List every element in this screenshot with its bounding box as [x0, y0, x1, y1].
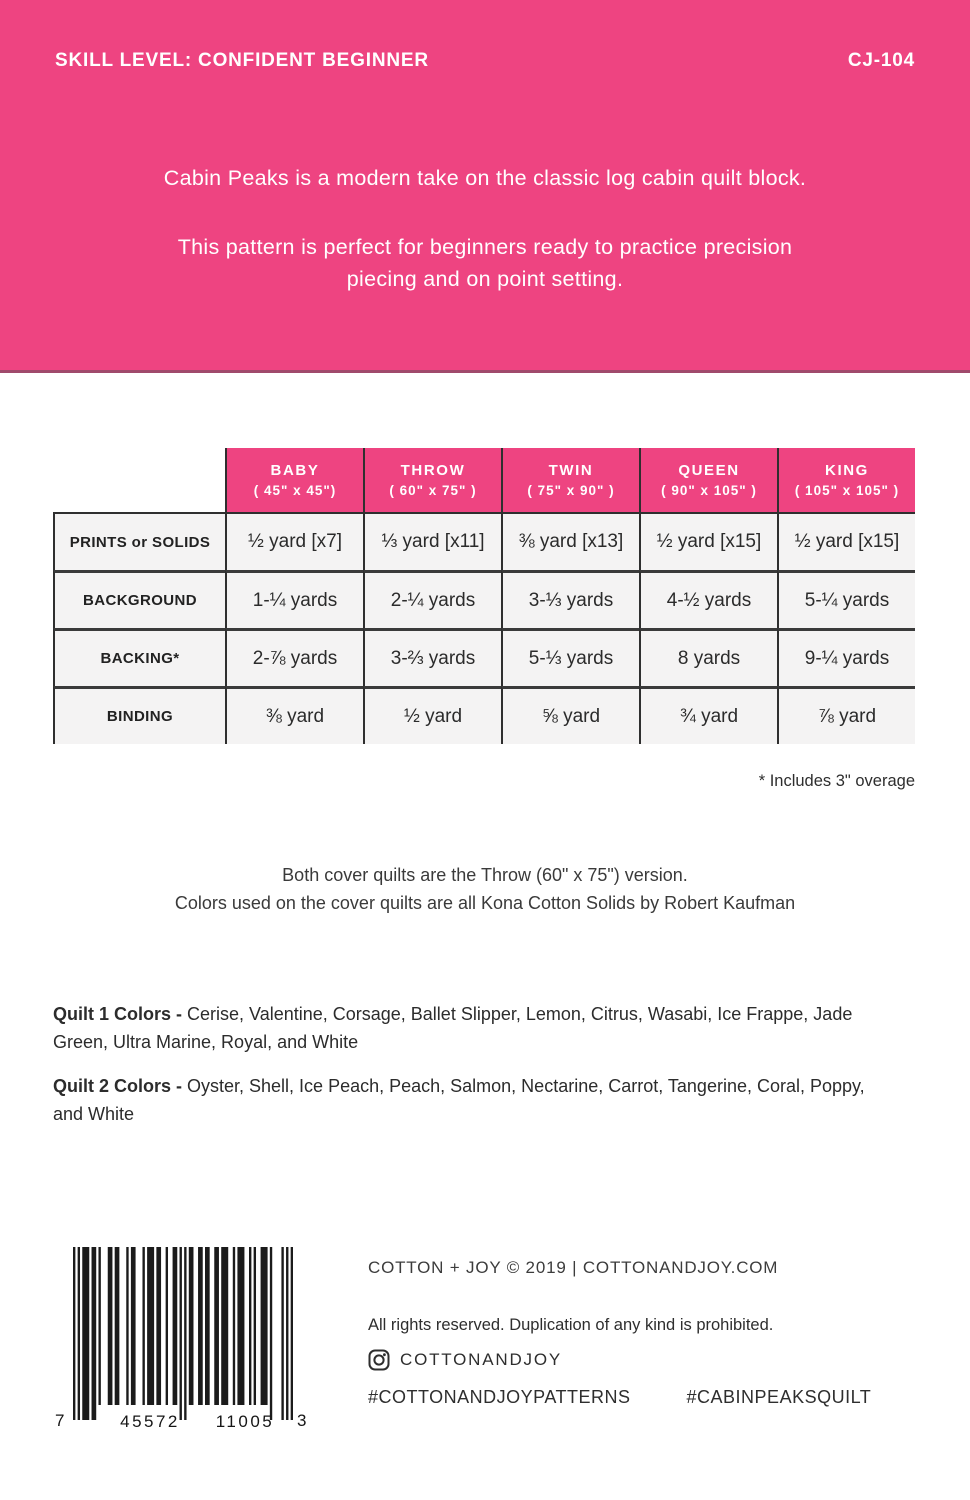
instagram-icon: [368, 1349, 390, 1371]
table-cell: ½ yard [x7]: [225, 512, 363, 570]
column-header-twin: TWIN ( 75" x 90" ): [501, 448, 639, 512]
table-cell: ⅜ yard [x13]: [501, 512, 639, 570]
quilt-1-colors-list: Cerise, Valentine, Corsage, Ballet Slipper, Lemon, Citrus, Wasabi, Ice Frappe, Jade Green, Ultra Marine, Royal, and White: [53, 1004, 853, 1052]
table-cell: 2-⅞ yards: [225, 628, 363, 686]
copyright-line: COTTON + JOY © 2019 | COTTONANDJOY.COM: [368, 1258, 779, 1277]
instagram-handle: COTTONANDJOY: [400, 1350, 563, 1369]
table-cell: 4-½ yards: [639, 570, 777, 628]
barcode-bars: [73, 1247, 293, 1420]
table-cell: ½ yard: [363, 686, 501, 744]
quilt-1-colors-label: Quilt 1 Colors -: [53, 1004, 183, 1024]
table-cell: 1-¼ yards: [225, 570, 363, 628]
table-cell: 2-¼ yards: [363, 570, 501, 628]
table-cell: ½ yard [x15]: [777, 512, 915, 570]
table-cell: 3-⅔ yards: [363, 628, 501, 686]
hashtag-patterns: #COTTONANDJOYPATTERNS: [368, 1387, 631, 1407]
instagram-row: [368, 1349, 918, 1371]
row-label-binding: BINDING: [53, 686, 225, 744]
upc-barcode: [55, 1247, 375, 1432]
column-header-queen: QUEEN ( 90" x 105" ): [639, 448, 777, 512]
quilt-1-colors: [53, 1000, 898, 1056]
table-cell: ⅝ yard: [501, 686, 639, 744]
intro-paragraph-2-line2: piecing and on point setting.: [346, 267, 624, 291]
hashtags-row: [368, 1387, 918, 1408]
backing-footnote: * Includes 3" overage: [758, 772, 915, 790]
header-top-row: [55, 50, 915, 72]
cover-note-line2: Colors used on the cover quilts are all Kona Cotton Solids by Robert Kaufman: [174, 893, 796, 913]
table-cell: 8 yards: [639, 628, 777, 686]
intro-paragraph-2-line1: This pattern is perfect for beginners ready to practice precision: [177, 235, 793, 259]
table-cell: 3-⅓ yards: [501, 570, 639, 628]
barcode-check-digit: 3: [297, 1411, 309, 1430]
quilt-2-colors-label: Quilt 2 Colors -: [53, 1076, 183, 1096]
table-cell: 5-⅓ yards: [501, 628, 639, 686]
row-label-background: BACKGROUND: [53, 570, 225, 628]
column-header-throw: THROW ( 60" x 75" ): [363, 448, 501, 512]
row-label-backing: BACKING*: [53, 628, 225, 686]
quilt-2-colors: [53, 1072, 898, 1128]
table-cell: ⅓ yard [x11]: [363, 512, 501, 570]
pink-header-band: [0, 0, 970, 373]
yardage-table: [53, 448, 915, 744]
rights-line: All rights reserved. Duplication of any kind is prohibited.: [368, 1316, 774, 1334]
column-header-king: KING ( 105" x 105" ): [777, 448, 915, 512]
hashtag-cabinpeaks: #CABINPEAKSQUILT: [686, 1387, 872, 1407]
barcode-system-digit: 7: [55, 1411, 67, 1430]
table-cell: 5-¼ yards: [777, 570, 915, 628]
footer-block: [368, 1258, 918, 1408]
intro-paragraph-2: [0, 231, 970, 295]
skill-level-label: SKILL LEVEL: CONFIDENT BEGINNER: [55, 50, 429, 71]
table-corner-cell: [53, 448, 225, 512]
pattern-code: CJ-104: [847, 50, 915, 71]
quilt-2-colors-list: Oyster, Shell, Ice Peach, Peach, Salmon, Nectarine, Carrot, Tangerine, Coral, Poppy, and White: [53, 1076, 865, 1124]
table-cell: ⅜ yard: [225, 686, 363, 744]
barcode-right-group: 11005: [215, 1412, 275, 1431]
cover-note: [0, 861, 970, 917]
table-cell: ½ yard [x15]: [639, 512, 777, 570]
cover-note-line1: Both cover quilts are the Throw (60" x 75") version.: [282, 865, 688, 885]
barcode-left-group: 45572: [120, 1412, 180, 1431]
row-label-prints: PRINTS or SOLIDS: [53, 512, 225, 570]
table-cell: ¾ yard: [639, 686, 777, 744]
table-cell: ⅞ yard: [777, 686, 915, 744]
column-header-baby: BABY ( 45" x 45"): [225, 448, 363, 512]
table-cell: 9-¼ yards: [777, 628, 915, 686]
intro-paragraph-1: Cabin Peaks is a modern take on the classic log cabin quilt block.: [163, 166, 807, 190]
